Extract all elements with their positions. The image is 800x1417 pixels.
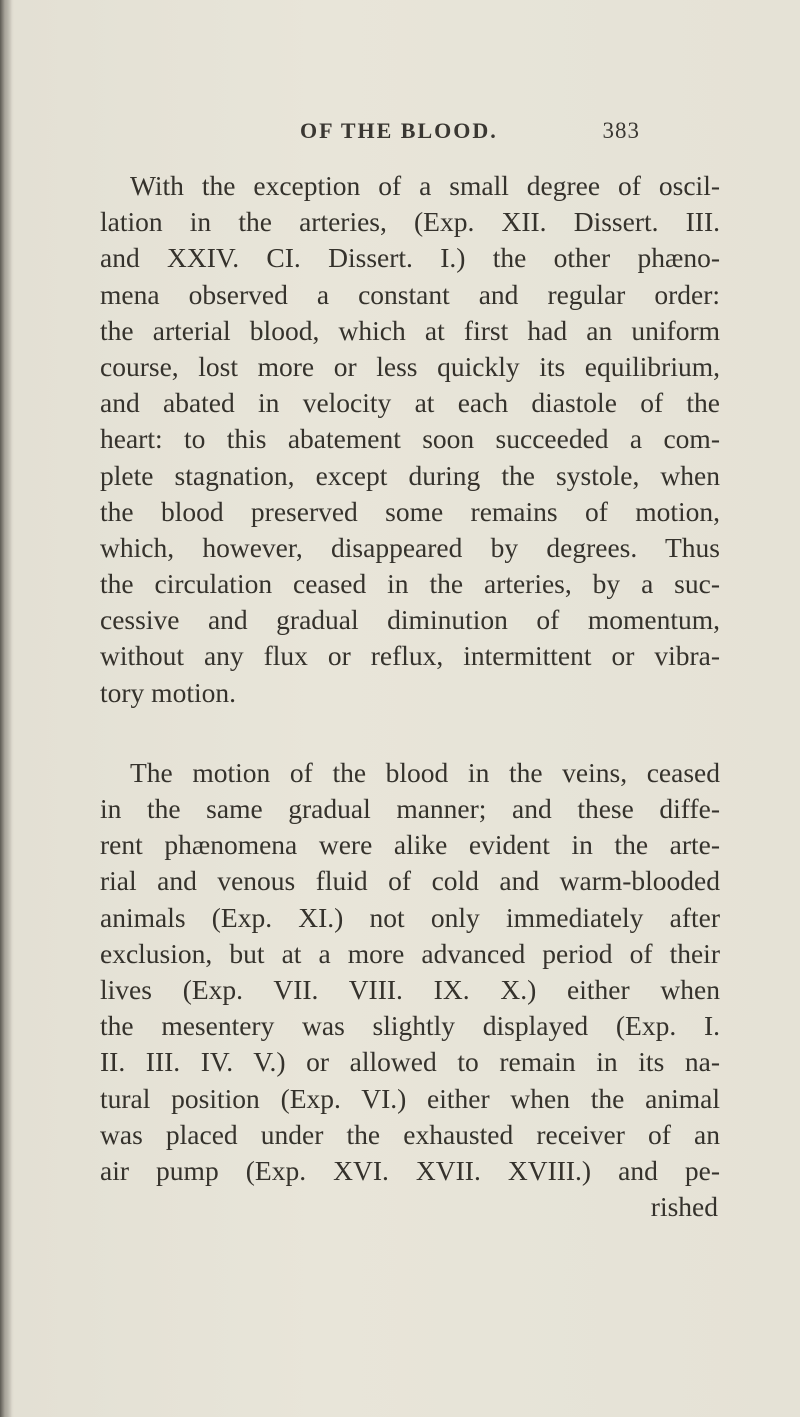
text-line: cessive and gradual diminution of momentum, [100,604,720,636]
text-line: air pump (Exp. XVI. XVII. XVIII.) and pe- [100,1154,720,1186]
text-line: II. III. IV. V.) or allowed to remain in its na- [100,1046,720,1078]
text-line: exclusion, but at a more advanced period of their [100,937,720,969]
text-line: rial and venous fluid of cold and warm-blooded [100,865,720,897]
catchword: rished [650,1191,718,1223]
text-line: course, lost more or less quickly its equilibrium, [100,350,720,382]
text-line: the blood preserved some remains of motion, [100,495,720,527]
body-text [100,168,720,1225]
text-line: The motion of the blood in the veins, ceased [130,756,720,788]
text-line: rent phænomena were alike evident in the arte- [100,829,720,861]
text-line: which, however, disappeared by degrees. Thus [100,531,720,563]
text-line: plete stagnation, except during the systole, when [100,459,720,491]
page-number: 383 [602,118,640,143]
text-line: the circulation ceased in the arteries, by a suc- [100,568,720,600]
paragraph-1 [100,168,720,711]
text-line: tural position (Exp. VI.) either when the animal [100,1082,720,1114]
text-line: mena observed a constant and regular order: [100,278,720,310]
text-line: without any flux or reflux, intermittent or vibra- [100,640,720,672]
text-line: heart: to this abatement soon succeeded a com- [100,423,720,455]
text-line: was placed under the exhausted receiver of an [100,1118,720,1150]
running-head-title: OF THE BLOOD. [300,118,498,143]
running-head [300,118,640,152]
paragraph-gap [100,711,720,755]
binding-edge [0,0,12,1417]
text-line: With the exception of a small degree of oscil- [130,170,720,201]
text-line: in the same gradual manner; and these diffe- [100,793,720,824]
text-line: lives (Exp. VII. VIII. IX. X.) either when [100,973,720,1005]
text-line: the mesentery was slightly displayed (Exp. I. [100,1010,720,1042]
text-line: animals (Exp. XI.) not only immediately after [100,901,720,933]
text-line: and XXIV. CI. Dissert. I.) the other phæno- [100,242,720,274]
text-line: tory motion. [100,676,236,708]
text-line: lation in the arteries, (Exp. XII. Dissert. III. [100,206,720,238]
text-line: and abated in velocity at each diastole of the [100,387,720,419]
text-line: the arterial blood, which at first had an uniform [100,314,720,346]
paragraph-2 [100,755,720,1189]
